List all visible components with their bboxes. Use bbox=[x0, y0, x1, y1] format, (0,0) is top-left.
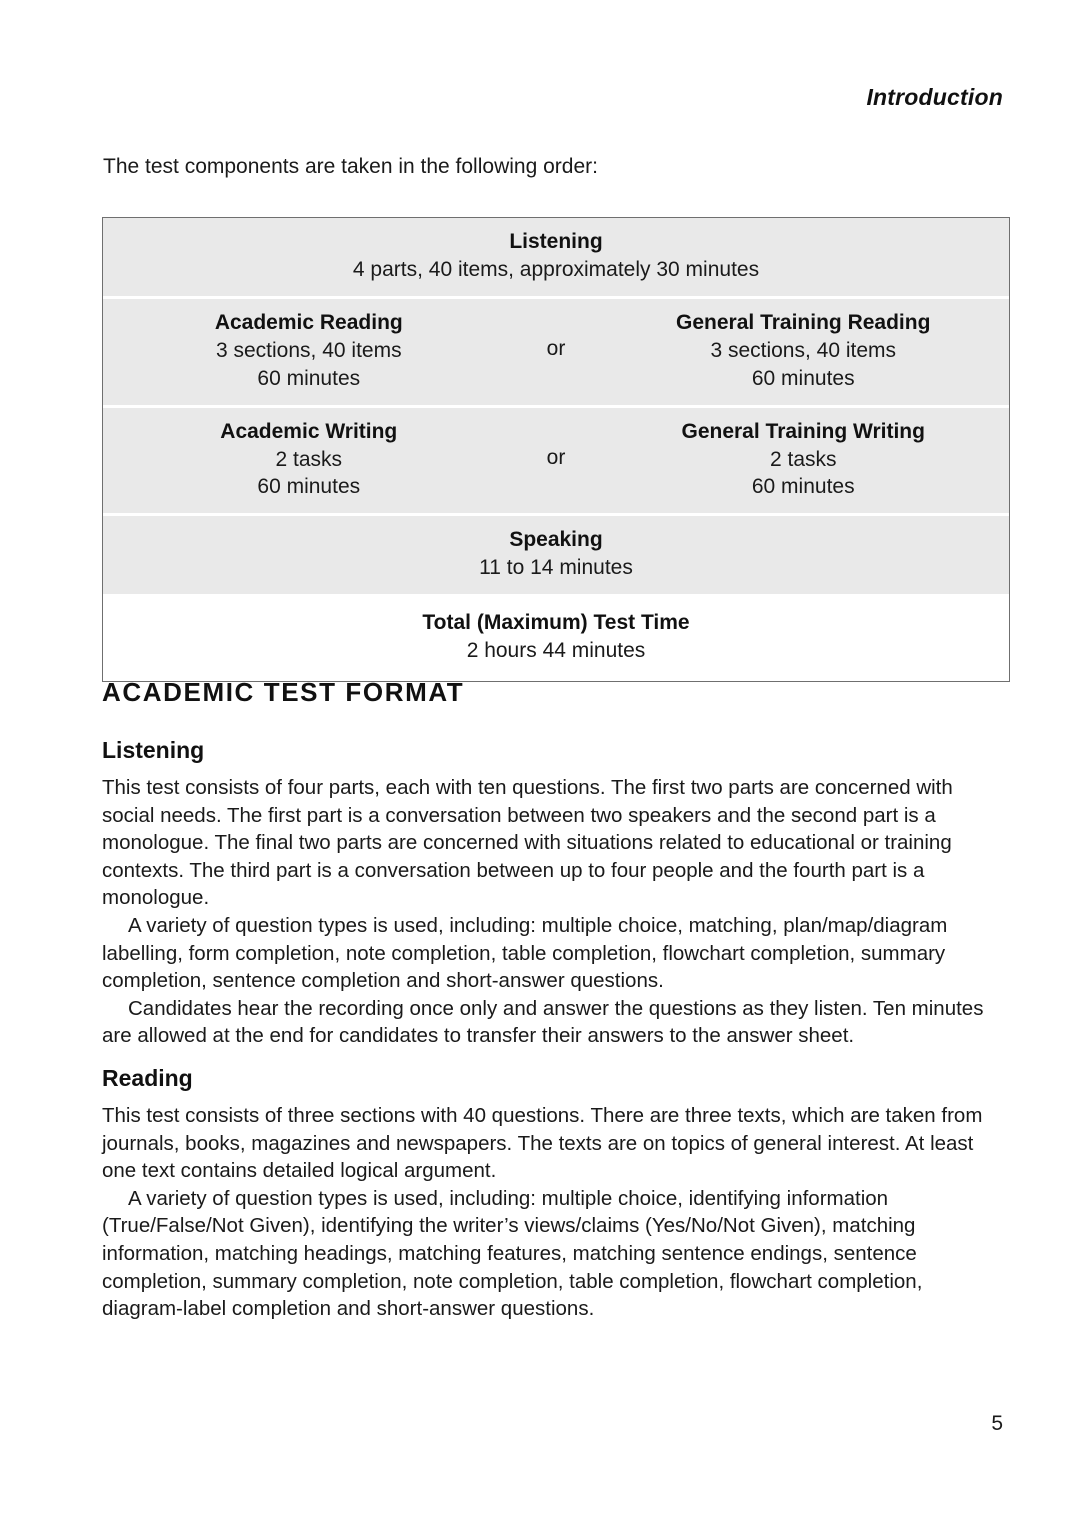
row-left-line1: 2 tasks bbox=[275, 447, 343, 471]
row-title: Total (Maximum) Test Time bbox=[422, 611, 690, 635]
row-left-title: Academic Reading bbox=[214, 310, 403, 334]
row-right-cell bbox=[605, 418, 1009, 502]
paragraph: This test consists of four parts, each with ten questions. The first two parts are concerned with social needs. The first part is a conversation between two speakers and the second part is a monologue. The final two parts are concerned with situations related to educational or training contexts. The third part is a conversation between up to four people and the fourth part is a monologue. bbox=[102, 776, 953, 910]
row-conjunction: or bbox=[546, 336, 566, 360]
row-right-title: General Training Reading bbox=[676, 310, 931, 334]
table-row bbox=[103, 218, 1009, 299]
table-row-total bbox=[103, 597, 1009, 681]
row-title: Listening bbox=[509, 230, 603, 253]
row-subtitle: 2 hours 44 minutes bbox=[466, 639, 646, 663]
row-left-cell bbox=[103, 418, 507, 502]
subsection-heading-listening: Listening bbox=[102, 737, 205, 763]
row-left-title: Academic Writing bbox=[220, 419, 398, 443]
table-row bbox=[103, 408, 1009, 517]
row-left-line2: 60 minutes bbox=[257, 475, 361, 499]
paragraph: Candidates hear the recording once only and answer the questions as they listen. Ten minutes are allowed at the end for candidates to transfer their answers to the answer sheet. bbox=[102, 996, 984, 1048]
table-row bbox=[103, 516, 1009, 597]
row-right-title: General Training Writing bbox=[681, 419, 925, 443]
row-title: Speaking bbox=[509, 528, 603, 552]
lead-in-text: The test components are taken in the following order: bbox=[103, 155, 598, 178]
paragraph: A variety of question types is used, including: multiple choice, identifying information (True/False/Not Given), identifying the writer’s views/claims (Yes/No/Not Given), matching information, matching headings, matching features, matching sentence endings, sentence completion, summary completion, note completion, table completion, flowchart completion, diagram-label completion and short-answer questions. bbox=[102, 1186, 923, 1321]
paragraph: This test consists of three sections with 40 questions. There are three texts, which are taken from journals, books, magazines and newspapers. The texts are on topics of general interest. At least one text contains detailed logical argument. bbox=[102, 1104, 983, 1183]
row-left-line1: 3 sections, 40 items bbox=[215, 338, 402, 362]
listening-body bbox=[102, 774, 1007, 1050]
running-header: Introduction bbox=[866, 84, 1003, 110]
table-row bbox=[103, 299, 1009, 408]
row-right-line1: 2 tasks bbox=[769, 447, 837, 471]
row-right-cell bbox=[605, 309, 1009, 393]
row-conjunction: or bbox=[546, 445, 566, 469]
row-right-line1: 3 sections, 40 items bbox=[710, 338, 897, 362]
subsection-heading-reading: Reading bbox=[102, 1065, 193, 1091]
row-subtitle: 11 to 14 minutes bbox=[479, 556, 633, 580]
row-right-line2: 60 minutes bbox=[751, 366, 855, 390]
row-left-cell bbox=[103, 309, 507, 393]
row-right-line2: 60 minutes bbox=[751, 475, 855, 499]
row-subtitle: 4 parts, 40 items, approximately 30 minutes bbox=[352, 257, 760, 281]
row-left-line2: 60 minutes bbox=[257, 366, 361, 390]
paragraph: A variety of question types is used, including: multiple choice, matching, plan/map/diagram labelling, form completion, note completion, table completion, flowchart completion, summary completion, sentence completion and short-answer questions. bbox=[102, 913, 948, 993]
page-number: 5 bbox=[991, 1412, 1003, 1435]
section-heading-academic-test-format: ACADEMIC TEST FORMAT bbox=[102, 677, 465, 707]
test-components-table bbox=[102, 217, 1010, 682]
reading-body bbox=[102, 1102, 1007, 1323]
